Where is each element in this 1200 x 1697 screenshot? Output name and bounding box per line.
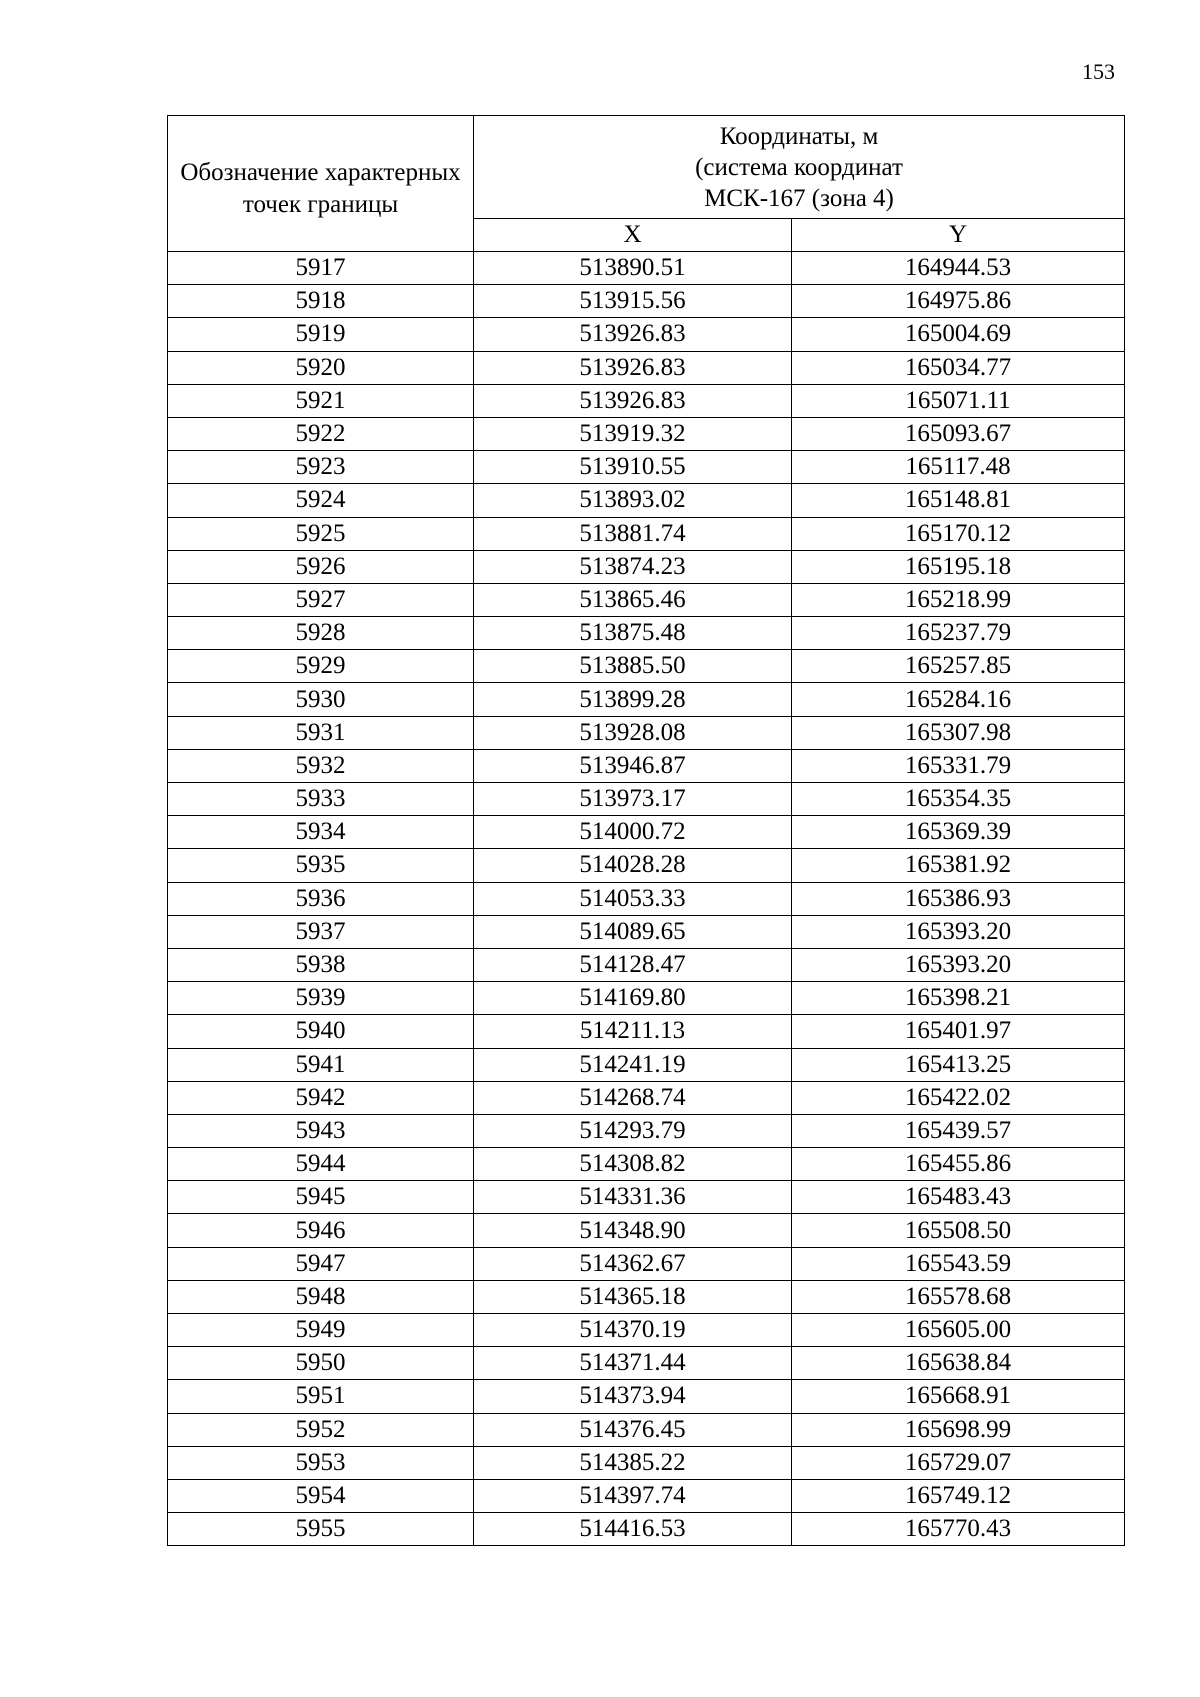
- coordinates-header: [474, 116, 1125, 219]
- x-cell: 514268.74: [474, 1081, 792, 1114]
- point-cell: 5928: [168, 617, 474, 650]
- y-cell: 165354.35: [792, 783, 1125, 816]
- table-row: [168, 1081, 1125, 1114]
- point-cell: 5933: [168, 783, 474, 816]
- table-row: [168, 1181, 1125, 1214]
- x-column-header: X: [474, 219, 792, 252]
- y-cell: 165307.98: [792, 716, 1125, 749]
- y-cell: 165393.20: [792, 915, 1125, 948]
- point-cell: 5936: [168, 882, 474, 915]
- table-row: [168, 517, 1125, 550]
- x-cell: 514365.18: [474, 1280, 792, 1313]
- x-cell: 513893.02: [474, 484, 792, 517]
- point-cell: 5941: [168, 1048, 474, 1081]
- point-cell: 5918: [168, 285, 474, 318]
- table-row: [168, 849, 1125, 882]
- x-cell: 513919.32: [474, 417, 792, 450]
- y-cell: 165195.18: [792, 550, 1125, 583]
- point-cell: 5953: [168, 1446, 474, 1479]
- x-cell: 513946.87: [474, 749, 792, 782]
- x-cell: 513874.23: [474, 550, 792, 583]
- table-row: [168, 484, 1125, 517]
- y-cell: 165439.57: [792, 1114, 1125, 1147]
- table-row: [168, 749, 1125, 782]
- table-row: [168, 1048, 1125, 1081]
- y-cell: 165698.99: [792, 1413, 1125, 1446]
- table-row: [168, 285, 1125, 318]
- y-cell: 165071.11: [792, 384, 1125, 417]
- x-cell: 513926.83: [474, 351, 792, 384]
- table-row: [168, 1314, 1125, 1347]
- point-cell: 5955: [168, 1513, 474, 1546]
- y-cell: 165284.16: [792, 683, 1125, 716]
- x-cell: 514331.36: [474, 1181, 792, 1214]
- point-cell: 5927: [168, 583, 474, 616]
- y-cell: 165393.20: [792, 948, 1125, 981]
- y-cell: 165004.69: [792, 318, 1125, 351]
- point-cell: 5922: [168, 417, 474, 450]
- x-cell: 514308.82: [474, 1148, 792, 1181]
- point-cell: 5947: [168, 1247, 474, 1280]
- table-row: [168, 1247, 1125, 1280]
- table-row: [168, 1015, 1125, 1048]
- table-row: [168, 417, 1125, 450]
- coordinates-header-line1: Координаты, м: [719, 122, 879, 150]
- point-cell: 5934: [168, 816, 474, 849]
- y-column-header: Y: [792, 219, 1125, 252]
- x-cell: 514028.28: [474, 849, 792, 882]
- y-cell: 165170.12: [792, 517, 1125, 550]
- point-cell: 5945: [168, 1181, 474, 1214]
- y-cell: 165117.48: [792, 451, 1125, 484]
- table-row: [168, 1280, 1125, 1313]
- table-row: [168, 783, 1125, 816]
- table-row: [168, 882, 1125, 915]
- x-cell: 514416.53: [474, 1513, 792, 1546]
- point-cell: 5930: [168, 683, 474, 716]
- point-cell: 5939: [168, 982, 474, 1015]
- table-row: [168, 617, 1125, 650]
- x-cell: 514053.33: [474, 882, 792, 915]
- y-cell: 165749.12: [792, 1479, 1125, 1512]
- table-row: [168, 915, 1125, 948]
- x-cell: 513926.83: [474, 384, 792, 417]
- x-cell: 514370.19: [474, 1314, 792, 1347]
- point-cell: 5929: [168, 650, 474, 683]
- y-cell: 165381.92: [792, 849, 1125, 882]
- x-cell: 513865.46: [474, 583, 792, 616]
- y-cell: 165455.86: [792, 1148, 1125, 1181]
- table-row: [168, 716, 1125, 749]
- table-row: [168, 1479, 1125, 1512]
- point-cell: 5925: [168, 517, 474, 550]
- table-row: [168, 384, 1125, 417]
- point-cell: 5920: [168, 351, 474, 384]
- point-cell: 5949: [168, 1314, 474, 1347]
- table-row: [168, 318, 1125, 351]
- x-cell: 514373.94: [474, 1380, 792, 1413]
- table-row: [168, 1380, 1125, 1413]
- x-cell: 513881.74: [474, 517, 792, 550]
- y-cell: 165331.79: [792, 749, 1125, 782]
- x-cell: 514128.47: [474, 948, 792, 981]
- table-row: [168, 252, 1125, 285]
- table-header: [168, 116, 1125, 252]
- header-row-top: [168, 116, 1125, 219]
- table-row: [168, 351, 1125, 384]
- x-cell: 514211.13: [474, 1015, 792, 1048]
- x-cell: 513926.83: [474, 318, 792, 351]
- coordinates-header-line3: МСК-167 (зона 4): [704, 184, 894, 212]
- y-cell: 165413.25: [792, 1048, 1125, 1081]
- y-cell: 165386.93: [792, 882, 1125, 915]
- y-cell: 164944.53: [792, 252, 1125, 285]
- x-cell: 513910.55: [474, 451, 792, 484]
- y-cell: 165369.39: [792, 816, 1125, 849]
- point-cell: 5943: [168, 1114, 474, 1147]
- y-cell: 165093.67: [792, 417, 1125, 450]
- x-cell: 514376.45: [474, 1413, 792, 1446]
- coordinates-header-line2: (система координат: [695, 153, 903, 181]
- point-cell: 5951: [168, 1380, 474, 1413]
- table-row: [168, 650, 1125, 683]
- x-cell: 513899.28: [474, 683, 792, 716]
- point-cell: 5950: [168, 1347, 474, 1380]
- x-cell: 514000.72: [474, 816, 792, 849]
- x-cell: 514371.44: [474, 1347, 792, 1380]
- table-row: [168, 1347, 1125, 1380]
- point-cell: 5921: [168, 384, 474, 417]
- point-cell: 5938: [168, 948, 474, 981]
- x-cell: 514348.90: [474, 1214, 792, 1247]
- point-cell: 5940: [168, 1015, 474, 1048]
- y-cell: 165237.79: [792, 617, 1125, 650]
- table-row: [168, 1413, 1125, 1446]
- coordinates-table: [167, 115, 1125, 1546]
- table-row: [168, 1446, 1125, 1479]
- y-cell: 165578.68: [792, 1280, 1125, 1313]
- x-cell: 514293.79: [474, 1114, 792, 1147]
- table-row: [168, 1513, 1125, 1546]
- point-cell: 5937: [168, 915, 474, 948]
- point-cell: 5954: [168, 1479, 474, 1512]
- y-cell: 165422.02: [792, 1081, 1125, 1114]
- y-cell: 164975.86: [792, 285, 1125, 318]
- table-row: [168, 948, 1125, 981]
- point-cell: 5946: [168, 1214, 474, 1247]
- page-number: 153: [1082, 59, 1115, 84]
- table-row: [168, 583, 1125, 616]
- table-row: [168, 1114, 1125, 1147]
- x-cell: 513890.51: [474, 252, 792, 285]
- table-row: [168, 816, 1125, 849]
- x-cell: 514362.67: [474, 1247, 792, 1280]
- point-cell: 5935: [168, 849, 474, 882]
- x-cell: 513973.17: [474, 783, 792, 816]
- point-cell: 5952: [168, 1413, 474, 1446]
- y-cell: 165668.91: [792, 1380, 1125, 1413]
- point-cell: 5926: [168, 550, 474, 583]
- y-cell: 165483.43: [792, 1181, 1125, 1214]
- table-row: [168, 1214, 1125, 1247]
- y-cell: 165257.85: [792, 650, 1125, 683]
- y-cell: 165034.77: [792, 351, 1125, 384]
- point-cell: 5944: [168, 1148, 474, 1181]
- y-cell: 165638.84: [792, 1347, 1125, 1380]
- point-cell: 5948: [168, 1280, 474, 1313]
- y-cell: 165508.50: [792, 1214, 1125, 1247]
- y-cell: 165729.07: [792, 1446, 1125, 1479]
- point-cell: 5919: [168, 318, 474, 351]
- table-row: [168, 982, 1125, 1015]
- x-cell: 514089.65: [474, 915, 792, 948]
- point-cell: 5931: [168, 716, 474, 749]
- y-cell: 165543.59: [792, 1247, 1125, 1280]
- table-row: [168, 1148, 1125, 1181]
- x-cell: 513875.48: [474, 617, 792, 650]
- y-cell: 165770.43: [792, 1513, 1125, 1546]
- y-cell: 165398.21: [792, 982, 1125, 1015]
- x-cell: 513928.08: [474, 716, 792, 749]
- point-cell: 5917: [168, 252, 474, 285]
- x-cell: 514385.22: [474, 1446, 792, 1479]
- x-cell: 514397.74: [474, 1479, 792, 1512]
- table-row: [168, 683, 1125, 716]
- x-cell: 514169.80: [474, 982, 792, 1015]
- y-cell: 165148.81: [792, 484, 1125, 517]
- point-cell: 5932: [168, 749, 474, 782]
- y-cell: 165605.00: [792, 1314, 1125, 1347]
- point-designation-header: Обозначение характерных точек границы: [168, 116, 474, 252]
- point-cell: 5924: [168, 484, 474, 517]
- point-cell: 5942: [168, 1081, 474, 1114]
- y-cell: 165401.97: [792, 1015, 1125, 1048]
- table-row: [168, 550, 1125, 583]
- table-row: [168, 451, 1125, 484]
- y-cell: 165218.99: [792, 583, 1125, 616]
- x-cell: 514241.19: [474, 1048, 792, 1081]
- table-body: [168, 252, 1125, 1546]
- x-cell: 513885.50: [474, 650, 792, 683]
- x-cell: 513915.56: [474, 285, 792, 318]
- point-cell: 5923: [168, 451, 474, 484]
